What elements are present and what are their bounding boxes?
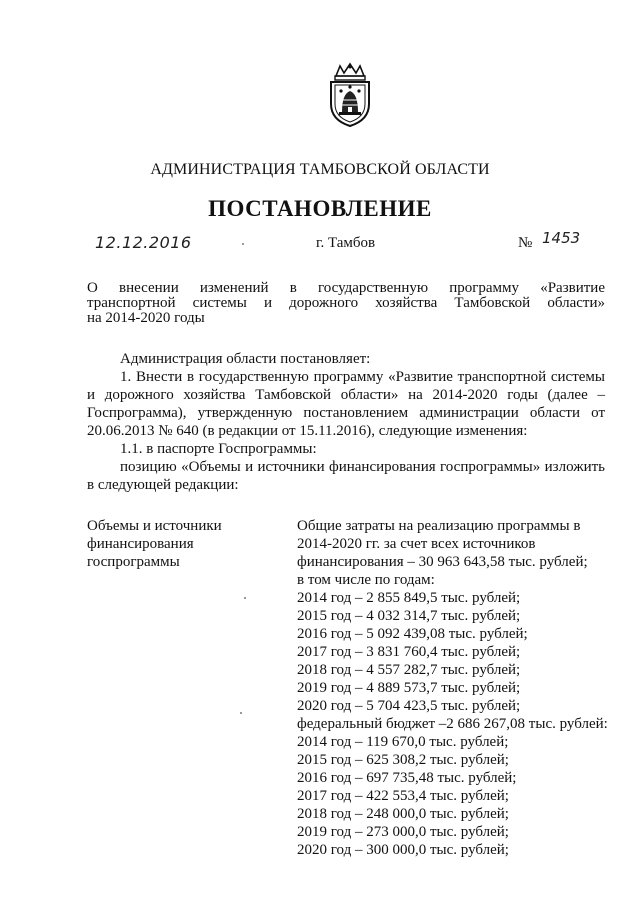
scan-speck bbox=[242, 243, 244, 245]
funding-line: 2014 год – 2 855 849,5 тыс. рублей; bbox=[297, 590, 521, 606]
funding-line: федеральный бюджет –2 686 267,08 тыс. рублей: bbox=[297, 716, 608, 732]
number-sign: № bbox=[518, 235, 533, 251]
subject-line: О внесении изменений в государственную программу «Развитие bbox=[87, 280, 605, 296]
label-line: финансирования bbox=[87, 536, 194, 552]
subject-line: на 2014-2020 годы bbox=[87, 310, 205, 326]
funding-line: 2015 год – 4 032 314,7 тыс. рублей; bbox=[297, 608, 521, 624]
document-type-title: ПОСТАНОВЛЕНИЕ bbox=[208, 196, 432, 221]
paragraph: Администрация области постановляет: bbox=[120, 351, 371, 367]
funding-line: 2019 год – 4 889 573,7 тыс. рублей; bbox=[297, 680, 521, 696]
funding-line: 2017 год – 3 831 760,4 тыс. рублей; bbox=[297, 644, 521, 660]
funding-line: финансирования – 30 963 643,58 тыс. рублей; bbox=[297, 554, 588, 570]
funding-line: 2019 год – 273 000,0 тыс. рублей; bbox=[297, 824, 509, 840]
funding-line: 2018 год – 248 000,0 тыс. рублей; bbox=[297, 806, 509, 822]
paragraph: 1.1. в паспорте Госпрограммы: bbox=[120, 441, 317, 457]
funding-line: 2016 год – 697 735,48 тыс. рублей; bbox=[297, 770, 517, 786]
coat-of-arms-icon bbox=[322, 62, 378, 128]
funding-details bbox=[297, 517, 617, 859]
funding-line: 2014-2020 гг. за счет всех источников bbox=[297, 536, 536, 552]
paragraph: позицию «Объемы и источники финансирования госпрограммы» изложить в следующей редакции: bbox=[87, 459, 605, 493]
handwritten-number: 1453 bbox=[542, 229, 581, 247]
funding-line: Общие затраты на реализацию программы в bbox=[297, 518, 581, 534]
funding-line: 2016 год – 5 092 439,08 тыс. рублей; bbox=[297, 626, 528, 642]
organization-title: АДМИНИСТРАЦИЯ ТАМБОВСКОЙ ОБЛАСТИ bbox=[150, 161, 490, 178]
funding-line: 2020 год – 5 704 423,5 тыс. рублей; bbox=[297, 698, 521, 714]
label-line: госпрограммы bbox=[87, 554, 180, 570]
city-label: г. Тамбов bbox=[316, 235, 376, 251]
funding-line: 2015 год – 625 308,2 тыс. рублей; bbox=[297, 752, 509, 768]
funding-line: 2014 год – 119 670,0 тыс. рублей; bbox=[297, 734, 509, 750]
label-line: Объемы и источники bbox=[87, 518, 222, 534]
document-subject bbox=[87, 281, 605, 326]
funding-line: в том числе по годам: bbox=[297, 572, 435, 588]
funding-line: 2020 год – 300 000,0 тыс. рублей; bbox=[297, 842, 509, 858]
paragraph: 1. Внести в государственную программу «Развитие транспортной системы и дорожного хозяйства Тамбовской области» на 2014-2020 годы (далее – Госпрограмма), утвержденную постановлением администрации области от 20.06.2013 № 640 (в редакции от 15.11.2016), следующие изменения: bbox=[87, 369, 605, 439]
scan-speck bbox=[240, 712, 242, 714]
scan-speck bbox=[244, 597, 246, 599]
funding-position-label bbox=[87, 517, 287, 571]
subject-line: транспортной системы и дорожного хозяйства Тамбовской области» bbox=[87, 295, 605, 311]
handwritten-date: 12.12.2016 bbox=[95, 233, 192, 252]
document-body bbox=[87, 350, 605, 494]
funding-line: 2018 год – 4 557 282,7 тыс. рублей; bbox=[297, 662, 521, 678]
funding-line: 2017 год – 422 553,4 тыс. рублей; bbox=[297, 788, 509, 804]
